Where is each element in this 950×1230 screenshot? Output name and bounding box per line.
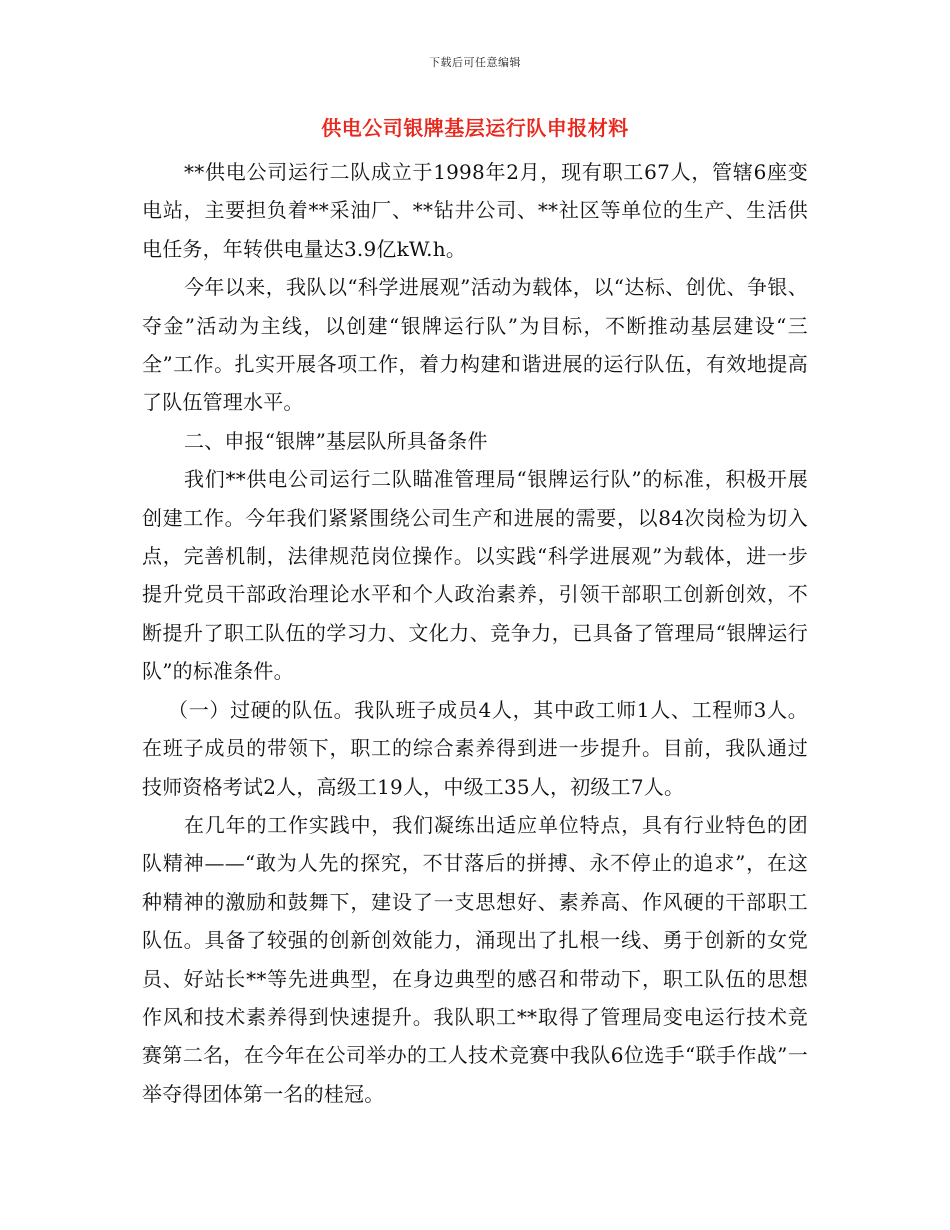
paragraph-spirit: 在几年的工作实践中，我们凝练出适应单位特点，具有行业特色的团队精神——“敢为人先的探究，不甘落后的拼搏、永不停止的追求”，在这种精神的激励和鼓舞下，建设了一支思想好、素养高、作风硬的干部职工队伍。具备了较强的创新创效能力，涌现出了扎根一线、勇于创新的女党员、好站长**等先进典型，在身边典型的感召和带动下，职工队伍的思想作风和技术素养得到快速提升。我队职工**取得了管理局变电运行技术竞赛第二名，在今年在公司举办的工人技术竞赛中我队6位选手“联手作战”一举夺得团体第一名的桂冠。: [142, 812, 808, 1106]
paragraph-team: （一）过硬的队伍。我队班子成员4人，其中政工师1人、工程师3人。在班子成员的带领下，职工的综合素养得到进一步提升。目前，我队通过技师资格考试2人，高级工19人，中级工35人，初级工7人。: [142, 697, 808, 799]
paragraph-overview: 今年以来，我队以“科学进展观”活动为载体，以“达标、创优、争银、夺金”活动为主线，以创建“银牌运行队”为目标，不断推动基层建设“三全”工作。扎实开展各项工作，着力构建和谐进展的运行队伍，有效地提高了队伍管理水平。: [142, 275, 808, 415]
document-title: 供电公司银牌基层运行队申报材料: [321, 116, 629, 140]
paragraph-intro: **供电公司运行二队成立于1998年2月，现有职工67人，管辖6座变电站，主要担负着**采油厂、**钻井公司、**社区等单位的生产、生活供电任务，年转供电量达3.9亿kW.h。: [142, 160, 808, 261]
section-heading: 二、申报“银牌”基层队所具备条件: [184, 428, 488, 453]
document-body: [142, 153, 808, 1113]
header-note: 下载后可任意编辑: [429, 56, 521, 69]
paragraph-conditions: 我们**供电公司运行二队瞄准管理局“银牌运行队”的标准，积极开展创建工作。今年我们紧紧围绕公司生产和进展的需要，以84次岗检为切入点，完善机制，法律规范岗位操作。以实践“科学进展观”为载体，进一步提升党员干部政治理论水平和个人政治素养，引领干部职工创新创效，不断提升了职工队伍的学习力、文化力、竞争力，已具备了管理局“银牌运行队”的标准条件。: [142, 467, 808, 684]
